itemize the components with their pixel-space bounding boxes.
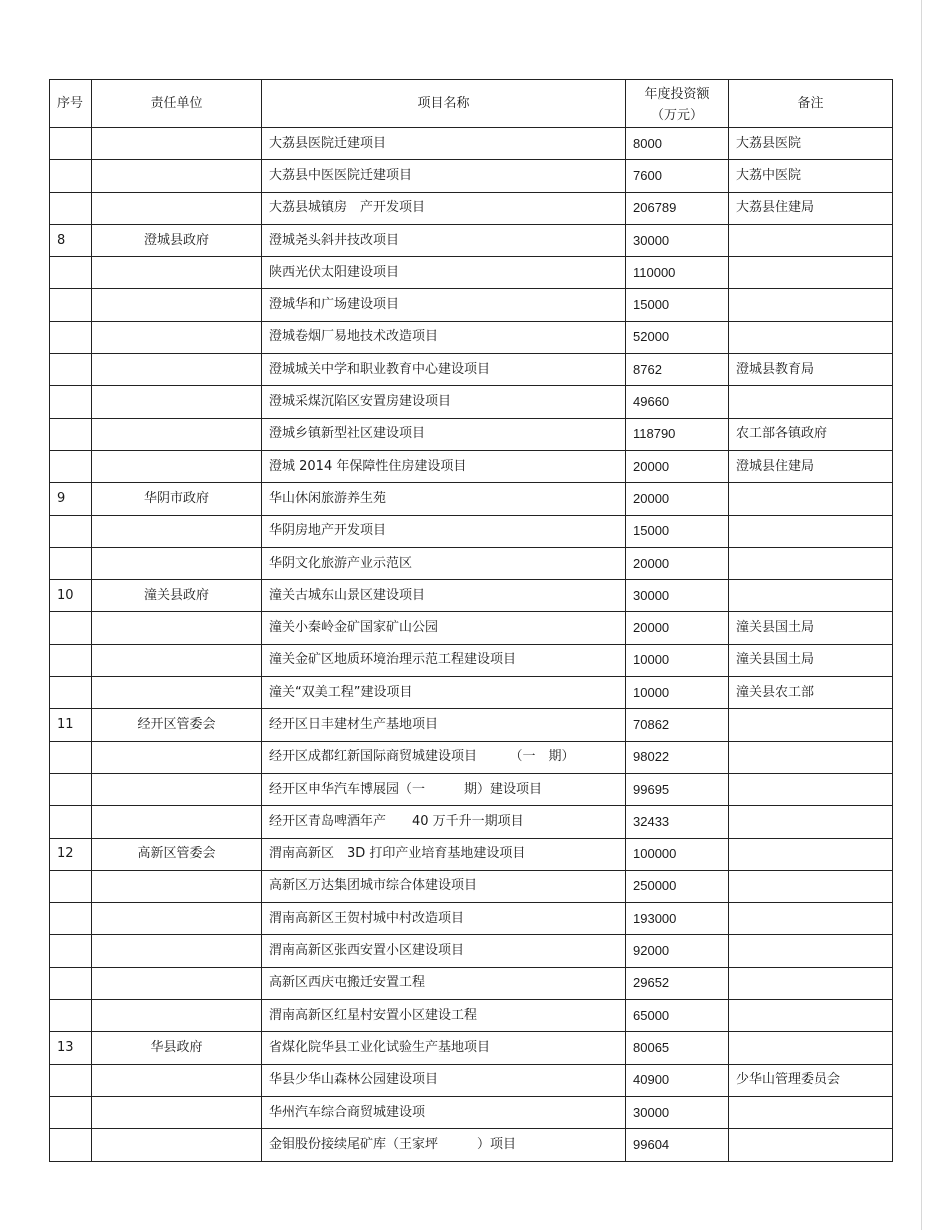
cell-responsible-unit: 高新区管委会 <box>92 838 262 870</box>
table-body <box>50 128 893 1162</box>
cell-annual-investment: 10000 <box>626 677 729 709</box>
table-row <box>50 321 893 353</box>
cell-seq <box>50 903 92 935</box>
cell-responsible-unit <box>92 450 262 482</box>
cell-annual-investment: 206789 <box>626 192 729 224</box>
cell-seq <box>50 1129 92 1161</box>
cell-responsible-unit: 澄城县政府 <box>92 224 262 256</box>
cell-responsible-unit <box>92 547 262 579</box>
cell-project-name: 渭南高新区红星村安置小区建设工程 <box>262 1000 626 1032</box>
cell-seq <box>50 386 92 418</box>
table-row <box>50 612 893 644</box>
cell-responsible-unit <box>92 870 262 902</box>
cell-responsible-unit <box>92 128 262 160</box>
cell-project-name: 大荔县城镇房 产开发项目 <box>262 192 626 224</box>
cell-seq <box>50 515 92 547</box>
cell-project-name: 澄城采煤沉陷区安置房建设项目 <box>262 386 626 418</box>
cell-project-name: 金钼股份接续尾矿库（王家坪 ）项目 <box>262 1129 626 1161</box>
table-row <box>50 386 893 418</box>
cell-seq <box>50 160 92 192</box>
cell-remarks <box>729 257 893 289</box>
cell-remarks <box>729 1096 893 1128</box>
cell-responsible-unit <box>92 386 262 418</box>
cell-remarks: 澄城县教育局 <box>729 354 893 386</box>
cell-remarks <box>729 1000 893 1032</box>
table-row <box>50 1032 893 1064</box>
cell-annual-investment: 100000 <box>626 838 729 870</box>
cell-annual-investment: 10000 <box>626 644 729 676</box>
cell-project-name: 华阴文化旅游产业示范区 <box>262 547 626 579</box>
cell-remarks <box>729 321 893 353</box>
table-row <box>50 192 893 224</box>
cell-annual-investment: 20000 <box>626 547 729 579</box>
cell-annual-investment: 70862 <box>626 709 729 741</box>
table-row <box>50 838 893 870</box>
cell-project-name: 陕西光伏太阳建设项目 <box>262 257 626 289</box>
cell-remarks <box>729 967 893 999</box>
header-project-name: 项目名称 <box>262 80 626 128</box>
cell-responsible-unit <box>92 1064 262 1096</box>
cell-remarks: 潼关县国土局 <box>729 644 893 676</box>
cell-annual-investment: 20000 <box>626 483 729 515</box>
cell-remarks <box>729 709 893 741</box>
cell-annual-investment: 193000 <box>626 903 729 935</box>
cell-seq <box>50 418 92 450</box>
cell-annual-investment: 80065 <box>626 1032 729 1064</box>
cell-annual-investment: 30000 <box>626 580 729 612</box>
cell-responsible-unit <box>92 806 262 838</box>
cell-remarks <box>729 806 893 838</box>
table-header <box>50 80 893 128</box>
cell-responsible-unit <box>92 1129 262 1161</box>
cell-responsible-unit: 潼关县政府 <box>92 580 262 612</box>
cell-responsible-unit <box>92 903 262 935</box>
table-row <box>50 677 893 709</box>
cell-responsible-unit <box>92 515 262 547</box>
cell-seq <box>50 644 92 676</box>
table-row <box>50 450 893 482</box>
table-row <box>50 547 893 579</box>
cell-seq <box>50 547 92 579</box>
cell-annual-investment: 29652 <box>626 967 729 999</box>
cell-project-name: 澄城卷烟厂易地技术改造项目 <box>262 321 626 353</box>
cell-project-name: 经开区成都红新国际商贸城建设项目 （一 期） <box>262 741 626 773</box>
cell-project-name: 经开区青岛啤酒年产 40 万千升一期项目 <box>262 806 626 838</box>
cell-seq <box>50 289 92 321</box>
cell-project-name: 潼关小秦岭金矿国家矿山公园 <box>262 612 626 644</box>
cell-responsible-unit <box>92 321 262 353</box>
cell-responsible-unit <box>92 192 262 224</box>
table-row <box>50 128 893 160</box>
cell-remarks: 农工部各镇政府 <box>729 418 893 450</box>
table-row <box>50 935 893 967</box>
cell-project-name: 潼关金矿区地质环境治理示范工程建设项目 <box>262 644 626 676</box>
cell-seq <box>50 450 92 482</box>
header-row <box>50 80 893 128</box>
cell-project-name: 高新区万达集团城市综合体建设项目 <box>262 870 626 902</box>
cell-annual-investment: 250000 <box>626 870 729 902</box>
cell-project-name: 澄城尧头斜井技改项目 <box>262 224 626 256</box>
cell-responsible-unit <box>92 160 262 192</box>
cell-annual-investment: 40900 <box>626 1064 729 1096</box>
table-row <box>50 515 893 547</box>
cell-project-name: 华县少华山森林公园建设项目 <box>262 1064 626 1096</box>
cell-annual-investment: 49660 <box>626 386 729 418</box>
table-row <box>50 1096 893 1128</box>
cell-annual-investment: 20000 <box>626 612 729 644</box>
cell-project-name: 澄城 2014 年保障性住房建设项目 <box>262 450 626 482</box>
cell-project-name: 华阴房地产开发项目 <box>262 515 626 547</box>
cell-responsible-unit <box>92 644 262 676</box>
cell-annual-investment: 8762 <box>626 354 729 386</box>
table-row <box>50 580 893 612</box>
cell-seq <box>50 741 92 773</box>
cell-remarks <box>729 1129 893 1161</box>
cell-remarks <box>729 870 893 902</box>
cell-responsible-unit <box>92 773 262 805</box>
cell-project-name: 经开区日丰建材生产基地项目 <box>262 709 626 741</box>
cell-project-name: 华山休闲旅游养生苑 <box>262 483 626 515</box>
cell-seq <box>50 1064 92 1096</box>
table-row <box>50 806 893 838</box>
table-row <box>50 967 893 999</box>
cell-remarks <box>729 838 893 870</box>
cell-remarks <box>729 580 893 612</box>
cell-seq <box>50 257 92 289</box>
cell-responsible-unit: 华阴市政府 <box>92 483 262 515</box>
table-row <box>50 1129 893 1161</box>
cell-annual-investment: 99695 <box>626 773 729 805</box>
cell-remarks: 潼关县农工部 <box>729 677 893 709</box>
table-row <box>50 160 893 192</box>
cell-responsible-unit <box>92 1000 262 1032</box>
cell-remarks <box>729 386 893 418</box>
cell-remarks: 少华山管理委员会 <box>729 1064 893 1096</box>
cell-responsible-unit <box>92 935 262 967</box>
cell-seq <box>50 612 92 644</box>
table-row <box>50 709 893 741</box>
table-row <box>50 903 893 935</box>
cell-seq <box>50 1096 92 1128</box>
table-row <box>50 354 893 386</box>
cell-responsible-unit: 华县政府 <box>92 1032 262 1064</box>
header-annual-investment-unit: （万元） <box>650 106 703 122</box>
cell-project-name: 大荔县中医医院迁建项目 <box>262 160 626 192</box>
table-row <box>50 773 893 805</box>
cell-annual-investment: 30000 <box>626 1096 729 1128</box>
page-edge-divider <box>921 0 922 1230</box>
cell-annual-investment: 65000 <box>626 1000 729 1032</box>
cell-annual-investment: 8000 <box>626 128 729 160</box>
cell-project-name: 高新区西庆屯搬迁安置工程 <box>262 967 626 999</box>
cell-remarks: 大荔县医院 <box>729 128 893 160</box>
cell-responsible-unit <box>92 289 262 321</box>
cell-seq <box>50 1000 92 1032</box>
cell-seq <box>50 321 92 353</box>
cell-seq <box>50 773 92 805</box>
cell-remarks <box>729 1032 893 1064</box>
cell-project-name: 澄城华和广场建设项目 <box>262 289 626 321</box>
cell-annual-investment: 99604 <box>626 1129 729 1161</box>
cell-project-name: 潼关“双美工程”建设项目 <box>262 677 626 709</box>
cell-remarks <box>729 547 893 579</box>
cell-seq: 10 <box>50 580 92 612</box>
table-row <box>50 289 893 321</box>
cell-remarks <box>729 903 893 935</box>
cell-seq <box>50 677 92 709</box>
cell-seq <box>50 935 92 967</box>
table-row <box>50 644 893 676</box>
cell-responsible-unit <box>92 967 262 999</box>
cell-seq: 12 <box>50 838 92 870</box>
cell-seq <box>50 128 92 160</box>
header-responsible-unit: 责任单位 <box>92 80 262 128</box>
header-annual-investment <box>626 80 729 128</box>
table-row <box>50 741 893 773</box>
table-row <box>50 870 893 902</box>
cell-responsible-unit <box>92 741 262 773</box>
cell-responsible-unit <box>92 612 262 644</box>
cell-remarks <box>729 741 893 773</box>
cell-project-name: 澄城城关中学和职业教育中心建设项目 <box>262 354 626 386</box>
cell-annual-investment: 110000 <box>626 257 729 289</box>
table-row <box>50 1064 893 1096</box>
cell-annual-investment: 15000 <box>626 289 729 321</box>
table-row <box>50 418 893 450</box>
header-seq: 序号 <box>50 80 92 128</box>
cell-responsible-unit <box>92 677 262 709</box>
cell-seq: 11 <box>50 709 92 741</box>
cell-remarks: 潼关县国土局 <box>729 612 893 644</box>
cell-remarks <box>729 483 893 515</box>
cell-remarks <box>729 515 893 547</box>
cell-responsible-unit <box>92 354 262 386</box>
cell-responsible-unit <box>92 418 262 450</box>
investment-projects-table <box>49 79 893 1162</box>
cell-responsible-unit: 经开区管委会 <box>92 709 262 741</box>
cell-seq <box>50 967 92 999</box>
cell-project-name: 大荔县医院迁建项目 <box>262 128 626 160</box>
cell-remarks: 大荔中医院 <box>729 160 893 192</box>
cell-annual-investment: 15000 <box>626 515 729 547</box>
cell-annual-investment: 20000 <box>626 450 729 482</box>
header-remarks: 备注 <box>729 80 893 128</box>
cell-seq: 8 <box>50 224 92 256</box>
cell-annual-investment: 92000 <box>626 935 729 967</box>
cell-project-name: 渭南高新区张西安置小区建设项目 <box>262 935 626 967</box>
header-annual-investment-line1: 年度投资额 <box>644 85 710 101</box>
cell-project-name: 经开区申华汽车博展园（一 期）建设项目 <box>262 773 626 805</box>
table-row <box>50 483 893 515</box>
cell-annual-investment: 52000 <box>626 321 729 353</box>
cell-project-name: 华州汽车综合商贸城建设项 <box>262 1096 626 1128</box>
cell-remarks <box>729 289 893 321</box>
cell-seq: 13 <box>50 1032 92 1064</box>
cell-seq <box>50 806 92 838</box>
table-row <box>50 224 893 256</box>
cell-project-name: 澄城乡镇新型社区建设项目 <box>262 418 626 450</box>
cell-project-name: 渭南高新区王贺村城中村改造项目 <box>262 903 626 935</box>
cell-remarks <box>729 935 893 967</box>
table-row <box>50 257 893 289</box>
cell-responsible-unit <box>92 257 262 289</box>
cell-annual-investment: 7600 <box>626 160 729 192</box>
cell-annual-investment: 98022 <box>626 741 729 773</box>
cell-annual-investment: 118790 <box>626 418 729 450</box>
cell-responsible-unit <box>92 1096 262 1128</box>
cell-project-name: 渭南高新区 3D 打印产业培育基地建设项目 <box>262 838 626 870</box>
table-row <box>50 1000 893 1032</box>
cell-seq <box>50 870 92 902</box>
cell-seq <box>50 192 92 224</box>
cell-annual-investment: 30000 <box>626 224 729 256</box>
cell-project-name: 省煤化院华县工业化试验生产基地项目 <box>262 1032 626 1064</box>
cell-seq <box>50 354 92 386</box>
cell-remarks: 大荔县住建局 <box>729 192 893 224</box>
cell-remarks <box>729 773 893 805</box>
cell-annual-investment: 32433 <box>626 806 729 838</box>
cell-project-name: 潼关古城东山景区建设项目 <box>262 580 626 612</box>
cell-remarks: 澄城县住建局 <box>729 450 893 482</box>
cell-remarks <box>729 224 893 256</box>
cell-seq: 9 <box>50 483 92 515</box>
